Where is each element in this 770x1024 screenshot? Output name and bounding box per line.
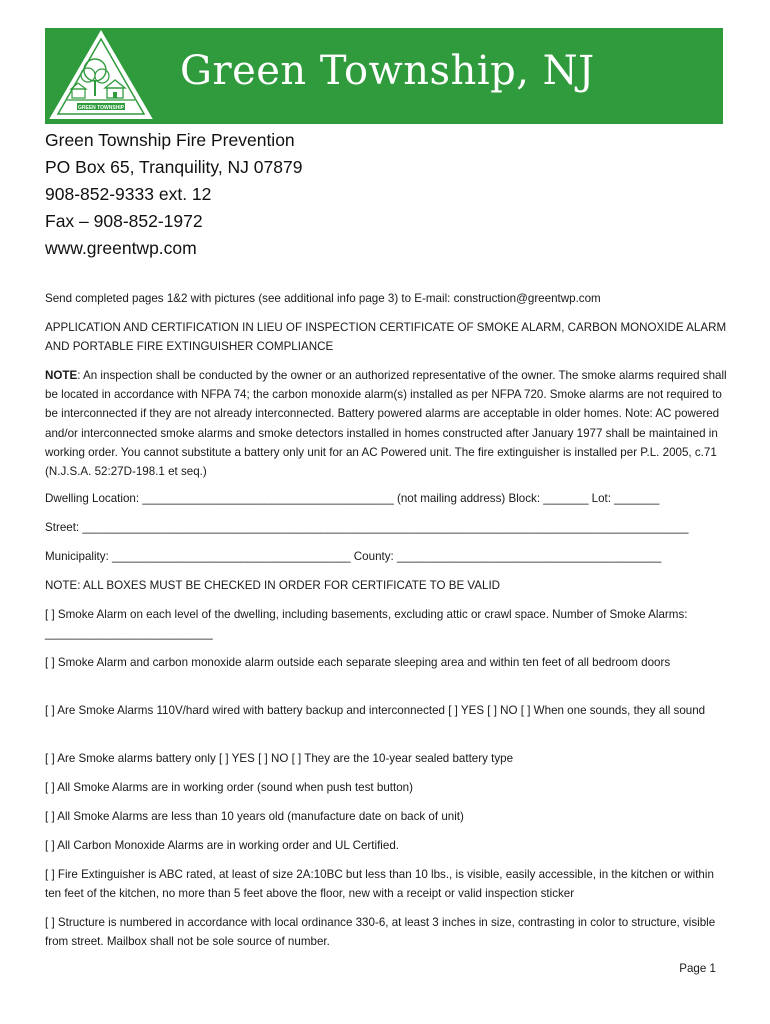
send-instructions: Send completed pages 1&2 with pictures (see additional info page 3) to E-mail: construction@greentwp.com [45,292,601,305]
page-number: Page 1 [679,962,716,975]
street-field[interactable]: Street: ______________________________________________________________________________________________ [45,521,689,534]
note-paragraph [45,366,729,481]
checklist-item-working-order[interactable]: [ ] All Smoke Alarms are in working order (sound when push test button) [45,781,413,794]
checklist-item-sleeping-area[interactable]: [ ] Smoke Alarm and carbon monoxide alarm outside each separate sleeping area and within ten feet of all bedroom doors [45,656,671,669]
banner-title: Green Township, NJ [180,48,595,94]
checklist-item-fire-extinguisher[interactable]: [ ] Fire Extinguisher is ABC rated, at least of size 2A:10BC but less than 10 lbs., is visible, easily accessible, in the kitchen or within ten feet of the kitchen, no more than 5 feet above the floor, new with a receipt or valid inspection sticker [45,868,714,901]
checklist-item-battery-only[interactable]: [ ] Are Smoke alarms battery only [ ] YES [ ] NO [ ] They are the 10-year sealed battery type [45,752,514,765]
dwelling-location-field[interactable]: Dwelling Location: _______________________________________ (not mailing address) Block: _______ Lot: _______ [45,492,660,505]
note-text: : An inspection shall be conducted by the owner or an authorized representative of the owner. The smoke alarms required shall be located in accordance with NFPA 74; the carbon monoxide alarm(s) installed as per NFPA 720. Smoke alarms are not required to be interconnected if they are not already interconnected. Battery powered alarms are acceptable in older homes. Note: AC powered and/or interconnected smoke alarms and smoke detectors installed in homes constructed after January 1977 shall be maintained in working order. You cannot substitute a battery only unit for an AC Powered unit. The fire extinguisher is installed per P.L. 2005, c.71 (N.J.S.A. 52:27D-198.1 et seq.) [45,369,727,479]
address-line-website: www.greentwp.com [45,238,197,258]
address-line-fax: Fax – 908-852-1972 [45,211,203,231]
address-line-phone: 908-852-9333 ext. 12 [45,184,212,204]
municipality-county-field[interactable]: Municipality: _____________________________________ County: _________________________________________ [45,550,662,563]
checklist-item-hardwired[interactable]: [ ] Are Smoke Alarms 110V/hard wired with battery backup and interconnected [ ] YES [ ] NO [ ] When one sounds, they all sound [45,704,706,717]
logo-text: GREEN TOWNSHIP [77,105,125,111]
checklist-item-smoke-alarm-each-level[interactable]: [ ] Smoke Alarm on each level of the dwelling, including basements, excluding attic or crawl space. Number of Smoke Alarms: __________________________ [45,608,688,641]
township-logo-icon [47,30,155,122]
address-block [45,127,302,262]
note-label: NOTE [45,369,78,382]
checklist-item-co-alarms[interactable]: [ ] All Carbon Monoxide Alarms are in working order and UL Certified. [45,839,399,852]
boxes-note: NOTE: ALL BOXES MUST BE CHECKED IN ORDER FOR CERTIFICATE TO BE VALID [45,579,501,592]
address-line-po-box: PO Box 65, Tranquility, NJ 07879 [45,157,303,177]
header-banner [45,28,723,124]
application-title: APPLICATION AND CERTIFICATION IN LIEU OF INSPECTION CERTIFICATE OF SMOKE ALARM, CARBON MONOXIDE ALARM AND PORTABLE FIRE EXTINGUISHER COMPLIANCE [45,321,727,354]
checklist-item-age[interactable]: [ ] All Smoke Alarms are less than 10 years old (manufacture date on back of unit) [45,810,464,823]
checklist-item-structure-number[interactable]: [ ] Structure is numbered in accordance with local ordinance 330-6, at least 3 inches in size, contrasting in color to structure, visible from street. Mailbox shall not be sole source of number. [45,916,716,949]
address-line-org: Green Township Fire Prevention [45,130,295,150]
